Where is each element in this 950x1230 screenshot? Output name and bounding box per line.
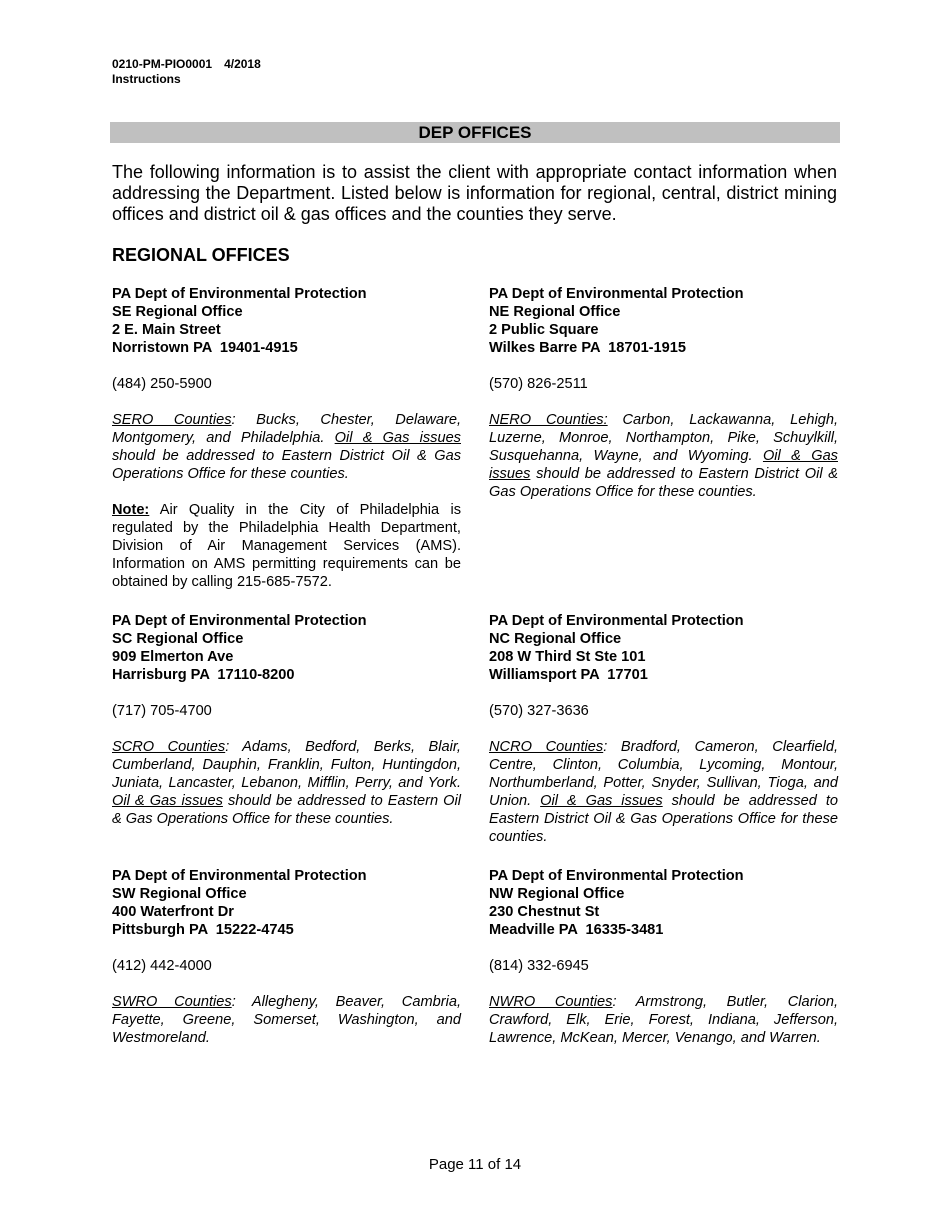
office-nw	[489, 867, 838, 1047]
oil-gas-text: should be addressed to Eastern Oil & Gas Operations Office for these counties.	[112, 793, 461, 827]
oil-gas-label: Oil & Gas issues	[489, 448, 838, 482]
counties-label: NERO Counties:	[489, 412, 608, 428]
office-ne	[489, 285, 838, 501]
note-text: Air Quality in the City of Philadelphia is regulated by the Philadelphia Health Department, Division of Air Management Services (AMS). Information on AMS permitting requirements can be obtained by calling 215-685-7572.	[112, 502, 461, 590]
counties-served	[489, 993, 838, 1047]
phone-number: (484) 250-5900	[112, 376, 212, 392]
counties-served	[112, 738, 461, 828]
form-subtitle: Instructions	[112, 72, 181, 86]
phone-number: (814) 332-6945	[489, 958, 589, 974]
agency-name: PA Dept of Environmental Protection	[112, 286, 367, 302]
office-note	[112, 501, 461, 591]
office-se	[112, 285, 461, 591]
counties-served	[112, 411, 461, 483]
counties-list: : Bradford, Cameron, Clearfield, Centre, Clinton, Columbia, Lycoming, Montour, Northumberland, Potter, Snyder, Sullivan, Tioga, and Union.	[489, 739, 838, 809]
city-state-zip: Williamsport PA 17701	[489, 667, 648, 683]
office-sc	[112, 612, 461, 828]
office-address	[112, 612, 461, 684]
counties-label: SCRO Counties	[112, 739, 226, 755]
phone-number: (570) 327-3636	[489, 703, 589, 719]
oil-gas-label: Oil & Gas issues	[334, 430, 461, 446]
office-name: SW Regional Office	[112, 886, 247, 902]
counties-served	[489, 738, 838, 846]
office-name: NE Regional Office	[489, 304, 621, 320]
page-title: DEP OFFICES	[110, 122, 840, 143]
agency-name: PA Dept of Environmental Protection	[489, 286, 744, 302]
intro-paragraph: The following information is to assist the client with appropriate contact information when addressing the Department. Listed below is information for regional, central, district mining offices and district oil & gas offices and the counties they serve.	[112, 162, 837, 224]
counties-label: NCRO Counties	[489, 739, 604, 755]
city-state-zip: Norristown PA 19401-4915	[112, 340, 298, 356]
oil-gas-label: Oil & Gas issues	[112, 793, 223, 809]
form-number: 0210-PM-PIO0001	[112, 57, 213, 71]
counties-label: SWRO Counties	[112, 994, 232, 1010]
counties-served	[112, 993, 461, 1047]
office-address	[112, 285, 461, 357]
agency-name: PA Dept of Environmental Protection	[489, 868, 744, 884]
office-name: SE Regional Office	[112, 304, 243, 320]
office-name: SC Regional Office	[112, 631, 244, 647]
agency-name: PA Dept of Environmental Protection	[112, 613, 367, 629]
street-address: 400 Waterfront Dr	[112, 904, 234, 920]
phone-number: (570) 826-2511	[489, 376, 588, 392]
counties-list: : Adams, Bedford, Berks, Blair, Cumberland, Dauphin, Franklin, Fulton, Huntingdon, Juniata, Lancaster, Lebanon, Mifflin, Perry, and York.	[112, 739, 461, 791]
agency-name: PA Dept of Environmental Protection	[112, 868, 367, 884]
city-state-zip: Pittsburgh PA 15222-4745	[112, 922, 294, 938]
street-address: 909 Elmerton Ave	[112, 649, 234, 665]
counties-served	[489, 411, 838, 501]
office-address	[112, 867, 461, 939]
counties-list: : Allegheny, Beaver, Cambria, Fayette, Greene, Somerset, Washington, and Westmoreland.	[112, 994, 461, 1046]
page-number: Page 11 of 14	[428, 1156, 522, 1173]
note-label: Note:	[112, 502, 150, 518]
section-heading: REGIONAL OFFICES	[112, 245, 290, 265]
street-address: 208 W Third St Ste 101	[489, 649, 646, 665]
counties-list: Carbon, Lackawanna, Lehigh, Luzerne, Monroe, Northampton, Pike, Schuylkill, Susquehanna, Wayne, and Wyoming.	[489, 412, 839, 464]
counties-label: SERO Counties	[112, 412, 232, 428]
street-address: 2 Public Square	[489, 322, 599, 338]
street-address: 2 E. Main Street	[112, 322, 221, 338]
form-date: 4/2018	[224, 57, 261, 71]
city-state-zip: Meadville PA 16335-3481	[489, 922, 664, 938]
counties-label: NWRO Counties	[489, 994, 613, 1010]
street-address: 230 Chestnut St	[489, 904, 600, 920]
office-address	[489, 867, 838, 939]
counties-list: : Armstrong, Butler, Clarion, Crawford, Elk, Erie, Forest, Indiana, Jefferson, Lawrence, McKean, Mercer, Venango, and Warren.	[489, 994, 838, 1046]
counties-list: : Bucks, Chester, Delaware, Montgomery, and Philadelphia.	[112, 412, 461, 446]
office-address	[489, 612, 838, 684]
city-state-zip: Harrisburg PA 17110-8200	[112, 667, 295, 683]
oil-gas-text: should be addressed to Eastern District Oil & Gas Operations Office for these counties.	[489, 466, 838, 500]
office-name: NC Regional Office	[489, 631, 622, 647]
office-nc	[489, 612, 838, 846]
office-address	[489, 285, 838, 357]
office-name: NW Regional Office	[489, 886, 625, 902]
oil-gas-label: Oil & Gas issues	[540, 793, 663, 809]
phone-number: (717) 705-4700	[112, 703, 212, 719]
form-identifier	[112, 57, 261, 87]
city-state-zip: Wilkes Barre PA 18701-1915	[489, 340, 687, 356]
oil-gas-text: should be addressed to Eastern District Oil & Gas Operations Office for these counties.	[489, 793, 838, 845]
phone-number: (412) 442-4000	[112, 958, 212, 974]
oil-gas-text: should be addressed to Eastern District Oil & Gas Operations Office for these counties.	[112, 448, 461, 482]
office-sw	[112, 867, 461, 1047]
agency-name: PA Dept of Environmental Protection	[489, 613, 744, 629]
